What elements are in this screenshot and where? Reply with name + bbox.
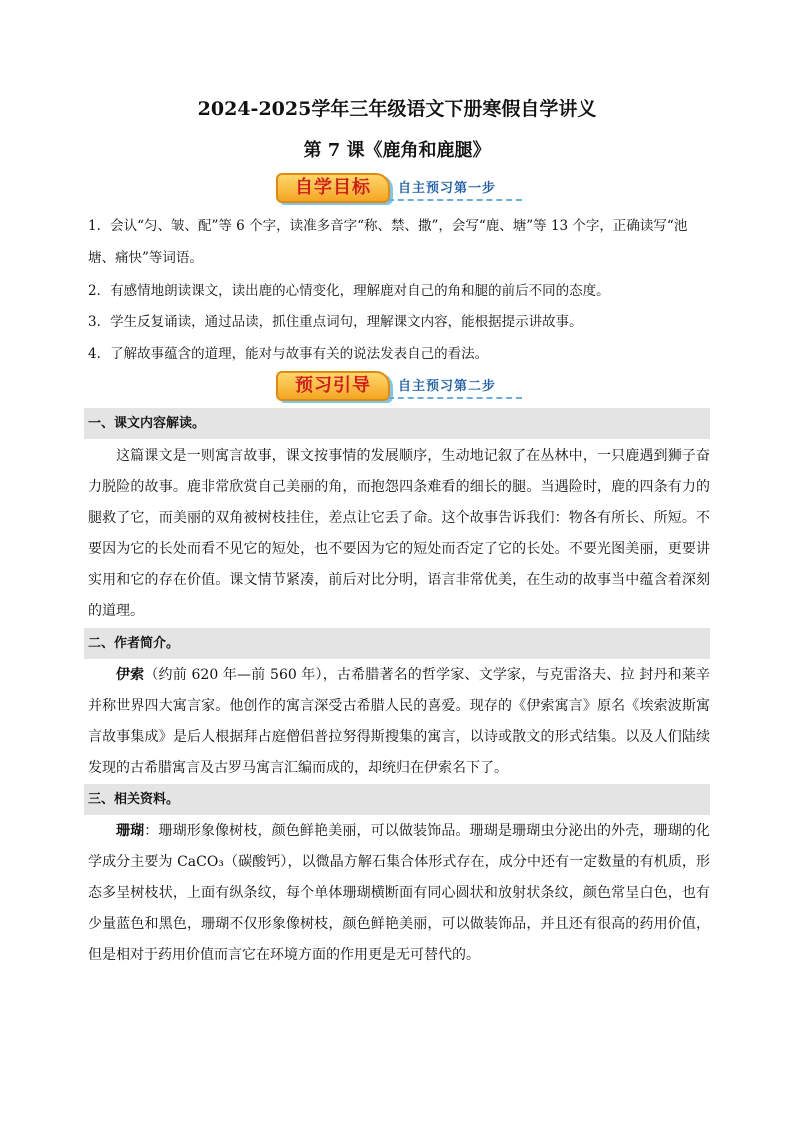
banner-underline [388, 199, 522, 201]
banner-tag [276, 371, 390, 401]
banner-tag [276, 173, 390, 203]
banner-subtitle: 自主预习第一步 [398, 181, 497, 196]
banner-tag-label: 预习引导 [295, 375, 371, 396]
section-text-author [88, 660, 710, 784]
section-heading-content: 一、课文内容解读。 [84, 408, 710, 439]
goal-item: 4．了解故事蕴含的道理，能对与故事有关的说法发表自己的看法。 [88, 346, 489, 362]
banner-underline [388, 397, 522, 399]
section-heading-resources: 三、相关资料。 [84, 784, 710, 815]
banner-tag-label: 自学目标 [295, 177, 371, 198]
goal-item: 1．会认“匀、皱、配”等 6 个字，读准多音字“称、禁、撒”，会写“鹿、塘”等 13 个字，正确读写“池塘、痛快”等词语。 [88, 218, 688, 266]
goal-item: 3．学生反复诵读，通过品读，抓住重点词句，理解课文内容，能根据提示讲故事。 [88, 314, 583, 330]
term-coral: 珊瑚 [116, 823, 145, 839]
goal-item: 2．有感情地朗读课文，读出鹿的心情变化，理解鹿对自己的角和腿的前后不同的态度。 [88, 283, 610, 299]
coral-text: ：珊瑚形象像树枝，颜色鲜艳美丽，可以做装饰品。珊瑚是珊瑚虫分泌出的外壳，珊瑚的化学成分主要为 CaCO₃（碳酸钙），以微晶方解石集合体形式存在，成分中还有一定数量的有机质，形态多呈树枝状，上面有纵条纹，每个单体珊瑚横断面有同心圆状和放射状条纹，颜色常呈白色，也有少量蓝色和黑色，珊瑚不仅形象像树枝，颜色鲜艳美丽，可以做装饰品，并且还有很高的药用价值，但是相对于药用价值而言它在环境方面的作用更是无可替代的。 [88, 823, 711, 963]
section-text-content: 这篇课文是一则寓言故事，课文按事情的发展顺序，生动地记叙了在丛林中，一只鹿遇到狮子奋力脱险的故事。鹿非常欣赏自己美丽的角，而抱怨四条难看的细长的腿。当遇险时，鹿的四条有力的腿救了它，而美丽的双角被树枝挂住，差点让它丢了命。这个故事告诉我们：物各有所长、所短。不要因为它的长处而看不见它的短处，也不要因为它的短处而否定了它的长处。不要光图美丽，更要讲实用和它的存在价值。课文情节紧凑，前后对比分明，语言非常优美，在生动的故事当中蕴含着深刻的道理。 [88, 448, 710, 619]
section-text-resources [88, 816, 710, 971]
preview-guide-banner [276, 371, 520, 401]
document-title: 2024-2025学年三年级语文下册寒假自学讲义 [197, 98, 597, 120]
lesson-title: 第 7 课《鹿角和鹿腿》 [303, 140, 491, 161]
banner-subtitle: 自主预习第二步 [398, 379, 497, 394]
self-study-goals-banner [276, 173, 520, 203]
author-name: 伊索 [116, 667, 145, 683]
author-text: （约前 620 年—前 560 年），古希腊著名的哲学家、文学家，与克雷洛夫、拉 封丹和莱辛并称世界四大寓言家。他创作的寓言深受古希腊人民的喜爱。现存的《伊索寓言》原名《埃索波斯寓言故事集成》是后人根据拜占庭僧侣普拉努得斯搜集的寓言，以诗或散文的形式结集。以及人们陆续发现的古希腊寓言及古罗马寓言汇编而成的，却统归在伊索名下了。 [88, 667, 710, 776]
section-heading-author: 二、作者简介。 [84, 628, 710, 659]
